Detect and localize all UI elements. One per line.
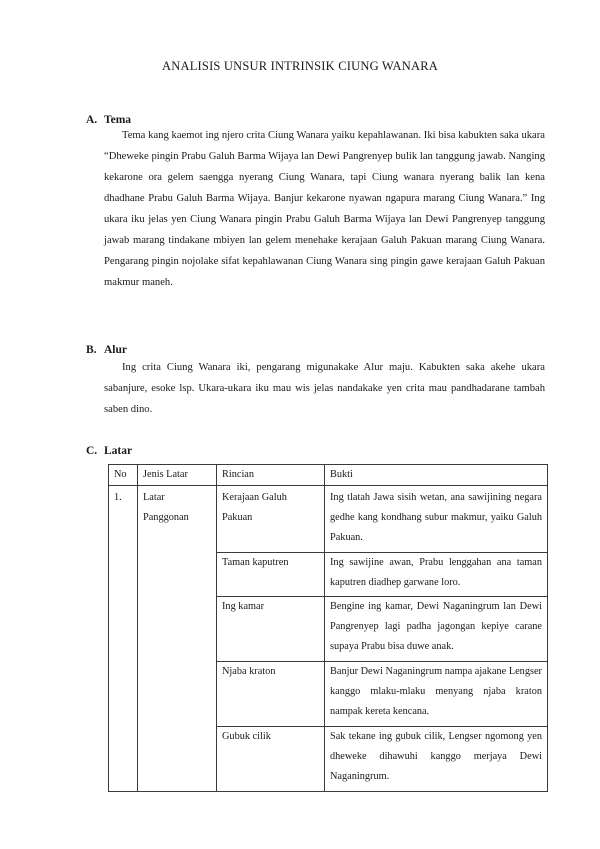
header-no: No: [109, 465, 138, 486]
cell-jenis-latar: Latar Panggonan: [138, 486, 217, 792]
cell-no: 1.: [109, 486, 138, 792]
section-title: Tema: [104, 114, 132, 126]
header-rincian: Rincian: [217, 465, 325, 486]
table-row: [109, 486, 548, 553]
section-title: Latar: [104, 445, 133, 457]
section-letter: A.: [86, 114, 98, 126]
latar-table: [108, 464, 548, 792]
tema-paragraph: Tema kang kaemot ing njero crita Ciung Wanara yaiku kepahlawanan. Iki bisa kabukten saka ukara “Dheweke pingin Prabu Galuh Barma Wijaya lan Dewi Pangrenyep bulik lan tanggung jawab. Nanging kekarone ora gelem saengga nyerang Ciung Wanara, tapi Ciung wanara nyerang balik lan kena dhadhane Prabu Galuh Barma Wijaya. Banjur kekarone nyawan ngapura marang Ciung Wanara.” Ing ukara iku jelas yen Ciung Wanara pingin Prabu Galuh Barma Wijaya lan Dewi Pangrenyep tanggung jawab marang tindakane mbiyen lan gelem menehake kerajaan Galuh Pakuan marang Ciung Wanara. Pengarang pingin nojolake sifat kepahlawanan Ciung Wanara sing pingin gawe kerajaan Galuh Pakuan makmur maneh.: [104, 130, 545, 288]
cell-rincian: Ing kamar: [217, 597, 325, 662]
section-heading-alur: [86, 344, 127, 356]
cell-rincian: Gubuk cilik: [217, 727, 325, 792]
cell-rincian: Kerajaan Galuh Pakuan: [217, 486, 325, 553]
section-title: Alur: [104, 344, 127, 356]
section-letter: B.: [86, 344, 97, 356]
alur-paragraph: Ing crita Ciung Wanara iki, pengarang migunakake Alur maju. Kabukten saka akehe ukara sabanjure, esoke lsp. Ukara-ukara iku mau wis jelas nandakake yen crita mau pandhadarane tambah saben dino.: [104, 362, 545, 415]
table-header-row: [109, 465, 548, 486]
document-title: ANALISIS UNSUR INTRINSIK CIUNG WANARA: [162, 59, 438, 73]
header-jenis-latar: Jenis Latar: [138, 465, 217, 486]
section-heading-latar: [86, 445, 132, 457]
cell-bukti: Ing sawijine awan, Prabu lenggahan ana taman kaputren diadhep garwane loro.: [325, 553, 548, 597]
header-bukti: Bukti: [325, 465, 548, 486]
cell-rincian: Njaba kraton: [217, 662, 325, 727]
cell-bukti: Ing tlatah Jawa sisih wetan, ana sawijining negara gedhe kang kondhang subur makmur, yaiku Galuh Pakuan.: [325, 486, 548, 553]
cell-bukti: Bengine ing kamar, Dewi Naganingrum lan Dewi Pangrenyep lagi padha jagongan kepiye carane supaya Prabu bisa duwe anak.: [325, 597, 548, 662]
cell-bukti: Sak tekane ing gubuk cilik, Lengser ngomong yen dheweke dihawuhi kanggo merjaya Dewi Naganingrum.: [325, 727, 548, 792]
cell-bukti: Banjur Dewi Naganingrum nampa ajakane Lengser kanggo mlaku-mlaku menyang njaba kraton nampak kereta kencana.: [325, 662, 548, 727]
cell-rincian: Taman kaputren: [217, 553, 325, 597]
section-letter: C.: [86, 445, 98, 457]
